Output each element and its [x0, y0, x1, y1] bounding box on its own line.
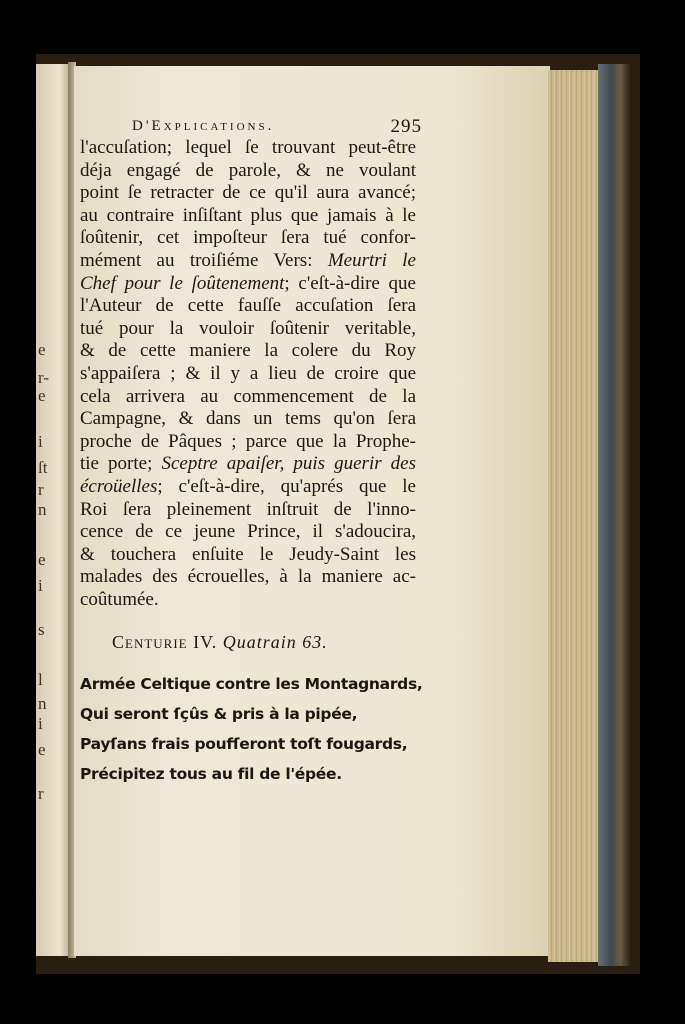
- body-line: & de cette maniere la colere du Roy: [80, 340, 416, 362]
- body-line: l'Auteur de cette fauſſe accuſation ſera: [80, 295, 416, 317]
- verse-line: Armée Celtique contre les Montagnards,: [80, 675, 423, 693]
- running-header: [132, 118, 422, 138]
- left-page-fragment: r: [38, 784, 44, 803]
- left-page-fragment: n: [38, 500, 47, 519]
- show-through-text: [380, 600, 550, 800]
- body-line: malades des écrouelles, à la maniere ac-: [80, 566, 416, 588]
- running-title: D'Explications.: [132, 118, 275, 134]
- body-line: cence de ce jeune Prince, il s'adoucira,: [80, 521, 416, 543]
- left-page-edge: [36, 64, 70, 956]
- body-line: coûtumée.: [80, 589, 159, 610]
- left-page-fragment: e: [38, 740, 46, 759]
- quatrain-label: Quatrain 63.: [222, 632, 328, 652]
- centurie-label: Centurie IV.: [112, 632, 218, 652]
- left-page-fragment: ſt: [38, 458, 48, 477]
- verse-line: Précipitez tous au fil de l'épée.: [80, 765, 342, 783]
- left-page-fragment: i: [38, 576, 43, 595]
- body-line: Chef pour le ſoûtenement; c'eſt-à-dire que: [80, 272, 416, 294]
- section-heading: [112, 632, 372, 656]
- body-line: tie porte; Sceptre apaiſer, puis guerir des: [80, 453, 417, 475]
- left-page-fragment: l: [38, 670, 43, 689]
- body-line: déja engagé de parole, & ne voulant: [80, 159, 416, 181]
- body-line: & touchera enſuite le Jeudy-Saint les: [80, 543, 416, 565]
- left-page-fragment: i: [38, 714, 43, 733]
- left-page-fragment: e: [38, 386, 46, 405]
- left-page-fragment: r: [38, 480, 44, 499]
- page-number: 295: [390, 116, 422, 137]
- verse-line: Qui seront ſçûs & pris à la pipée,: [80, 705, 358, 723]
- body-line: Campagne, & dans un tems qu'on ſera: [80, 408, 416, 430]
- verse-line: Payſans frais poufſeront toſt fougards,: [80, 735, 408, 753]
- body-line: mément au troiſiéme Vers: Meurtri le: [80, 250, 416, 271]
- left-page-fragment: e: [38, 340, 46, 359]
- body-line: point ſe retracter de ce qu'il aura avancé;: [80, 182, 416, 204]
- left-page-fragment: r-: [38, 368, 49, 387]
- left-page-fragment: s: [38, 620, 45, 639]
- body-line: ſoûtenir, cet impoſteur ſera tué confor-: [80, 227, 416, 249]
- left-page-fragment: i: [38, 432, 43, 451]
- body-line: écroüelles; c'eſt-à-dire, qu'aprés que le: [80, 476, 416, 497]
- page-block-edge: [548, 70, 600, 962]
- body-line: au contraire inſiſtant plus que jamais à le: [80, 204, 416, 226]
- body-line: proche de Pâques ; parce que la Prophe-: [80, 430, 416, 452]
- body-line: Roi ſera pleinement inſtruit de l'inno-: [80, 498, 416, 520]
- body-line: tué pour la vouloir ſoûtenir veritable,: [80, 317, 416, 339]
- body-line: s'appaiſera ; & il y a lieu de croire que: [80, 363, 416, 384]
- body-line: cela arrivera au commencement de la: [80, 385, 416, 407]
- left-page-fragment: e: [38, 550, 46, 569]
- body-line: l'accuſation; lequel ſe trouvant peut-être: [80, 137, 416, 158]
- cover-edge: [598, 64, 630, 966]
- left-page-fragment: n: [38, 694, 47, 713]
